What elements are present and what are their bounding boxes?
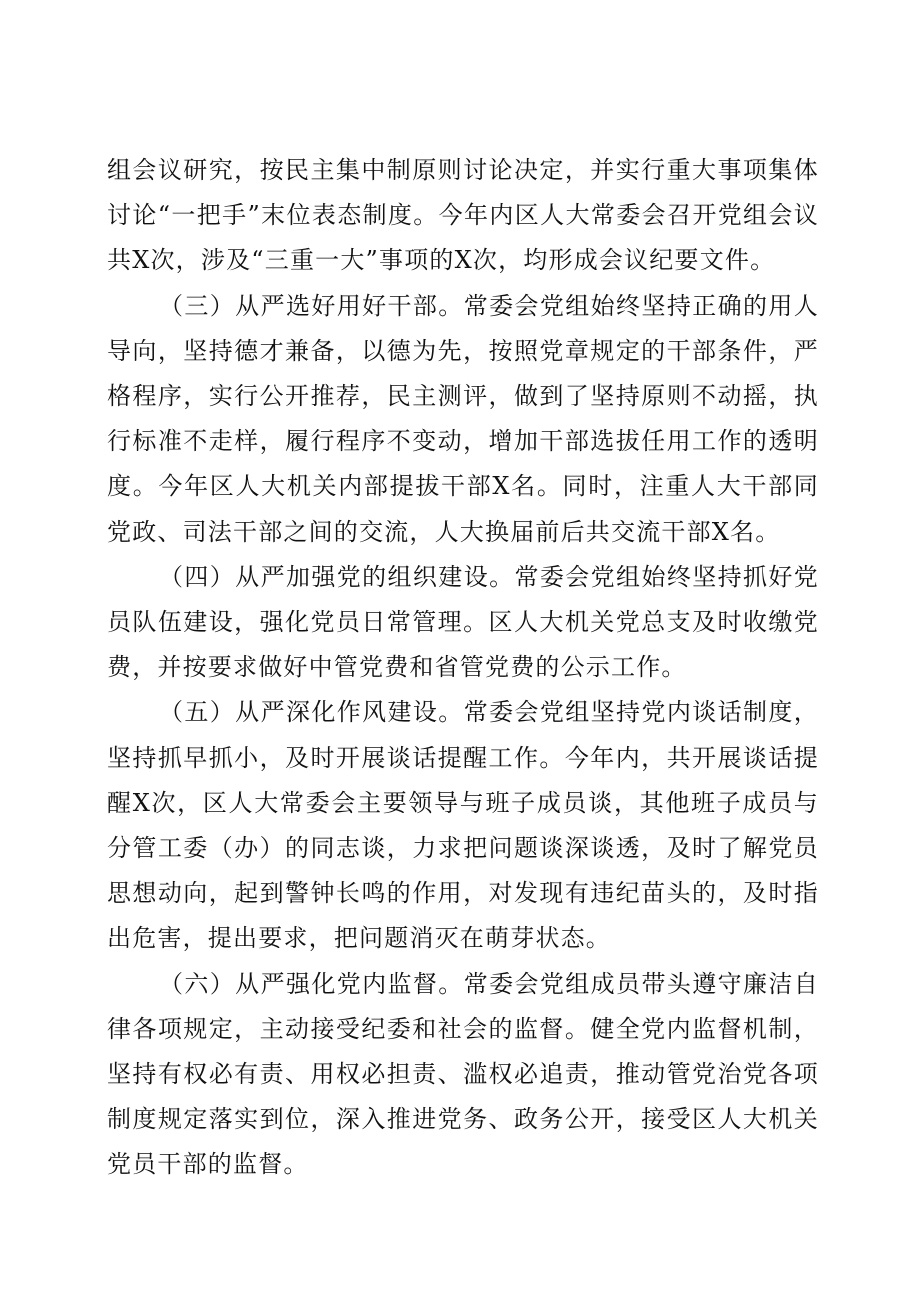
paragraph-text: 常委会党组坚持党内谈话制度，坚持抓早抓小，及时开展谈话提醒工作。今年内，共开展谈话提醒X次，区人大常委会主要领导与班子成员谈，其他班子成员与分管工委（办）的同志谈，力求把问题谈深谈透，及时了解党员思想动向，起到警钟长鸣的作用，对发现有违纪苗头的，及时指出危害，提出要求，把问题消灭在萌芽状态。 (107, 698, 819, 953)
paragraph-section-5 (107, 690, 819, 961)
paragraph-text: 常委会党组成员带头遵守廉洁自律各项规定，主动接受纪委和社会的监督。健全党内监督机制，坚持有权必有责、用权必担责、滥权必追责，推动管党治党各项制度规定落实到位，深入推进党务、政务公开，接受区人大机关党员干部的监督。 (107, 969, 819, 1179)
document-body (107, 148, 819, 1188)
paragraph-lead: （四）从严加强党的组织建设。 (159, 562, 515, 591)
paragraph-section-6 (107, 962, 819, 1188)
paragraph-continuation (107, 148, 819, 284)
paragraph-lead: （六）从严强化党内监督。 (159, 969, 464, 998)
paragraph-section-3 (107, 284, 819, 555)
paragraph-lead: （五）从严深化作风建设。 (159, 698, 464, 727)
paragraph-text: 常委会党组始终坚持抓好党员队伍建设，强化党员日常管理。区人大机关党总支及时收缴党费，并按要求做好中管党费和省管党费的公示工作。 (107, 562, 819, 682)
paragraph-text: 组会议研究，按民主集中制原则讨论决定，并实行重大事项集体讨论“一把手”末位表态制度。今年内区人大常委会召开党组会议共X次，涉及“三重一大”事项的X次，均形成会议纪要文件。 (107, 156, 819, 275)
paragraph-text: 常委会党组始终坚持正确的用人导向，坚持德才兼备，以德为先，按照党章规定的干部条件，严格程序，实行公开推荐，民主测评，做到了坚持原则不动摇，执行标准不走样，履行程序不变动，增加干部选拔任用工作的透明度。今年区人大机关内部提拔干部X名。同时，注重人大干部同党政、司法干部之间的交流，人大换届前后共交流干部X名。 (107, 291, 819, 546)
paragraph-section-4 (107, 555, 819, 691)
paragraph-lead: （三）从严选好用好干部。 (159, 291, 464, 320)
